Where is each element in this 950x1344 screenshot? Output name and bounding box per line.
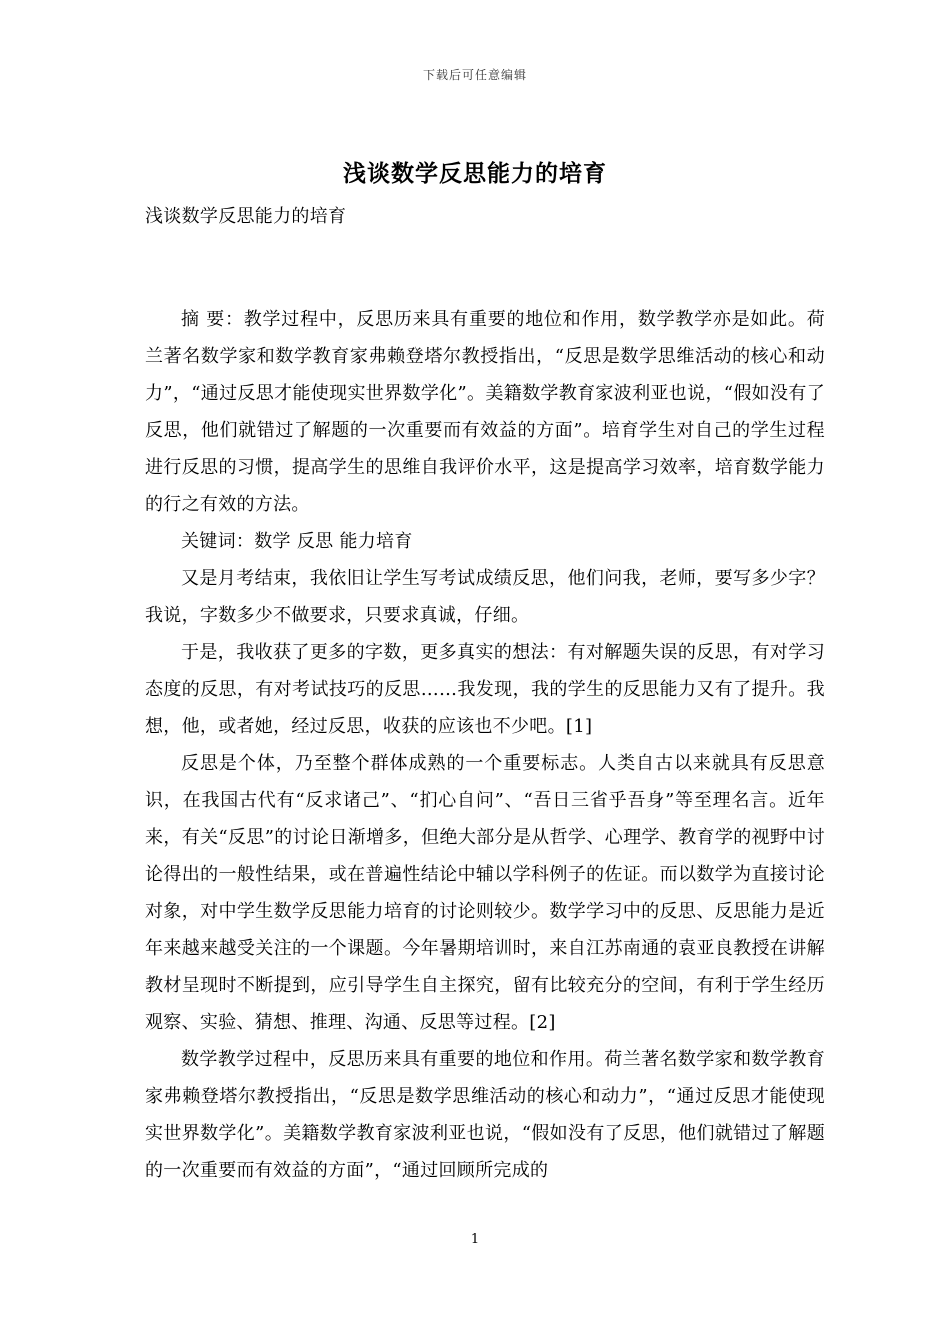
document-subtitle: 浅谈数学反思能力的培育 <box>145 206 347 227</box>
document-body <box>145 198 825 1189</box>
document-title: 浅谈数学反思能力的培育 <box>343 160 607 187</box>
body-paragraph: 又是月考结束，我依旧让学生写考试成绩反思，他们问我，老师，要写多少字？我说，字数多少不做要求，只要求真诚，仔细。 <box>145 568 825 626</box>
page-number: 1 <box>470 1232 480 1247</box>
abstract-paragraph: 摘 要：教学过程中，反思历来具有重要的地位和作用，数学教学亦是如此。荷兰著名数学家和数学教育家弗赖登塔尔教授指出，“反思是数学思维活动的核心和动力”，“通过反思才能使现实世界数学化”。美籍数学教育家波利亚也说，“假如没有了反思，他们就错过了解题的一次重要而有效益的方面”。培育学生对自己的学生过程进行反思的习惯，提高学生的思维自我评价水平，这是提高学习效率，培育数学能力的行之有效的方法。 <box>145 309 825 515</box>
header-note: 下载后可任意编辑 <box>422 68 527 82</box>
keywords-paragraph: 关键词：数学 反思 能力培育 <box>181 531 413 552</box>
body-paragraph: 数学教学过程中，反思历来具有重要的地位和作用。荷兰著名数学家和数学教育家弗赖登塔尔教授指出，“反思是数学思维活动的核心和动力”，“通过反思才能使现实世界数学化”。美籍数学教育家波利亚也说，“假如没有了反思，他们就错过了解题的一次重要而有效益的方面”，“通过回顾所完成的 <box>145 1049 825 1181</box>
body-paragraph: 于是，我收获了更多的字数，更多真实的想法：有对解题失误的反思，有对学习态度的反思，有对考试技巧的反思……我发现，我的学生的反思能力又有了提升。我想，他，或者她，经过反思，收获的应该也不少吧。[1] <box>145 642 825 737</box>
body-paragraph: 反思是个体，乃至整个群体成熟的一个重要标志。人类自古以来就具有反思意识，在我国古代有“反求诸己”、“扪心自问”、“吾日三省乎吾身”等至理名言。近年来，有关“反思”的讨论日渐增多，但绝大部分是从哲学、心理学、教育学的视野中讨论得出的一般性结果，或在普遍性结论中辅以学科例子的佐证。而以数学为直接讨论对象，对中学生数学反思能力培育的讨论则较少。数学学习中的反思、反思能力是近年来越来越受关注的一个课题。今年暑期培训时，来自江苏南通的袁亚良教授在讲解教材呈现时不断提到，应引导学生自主探究，留有比较充分的空间，有利于学生经历观察、实验、猜想、推理、沟通、反思等过程。[2] <box>145 753 825 1033</box>
blank-line <box>145 235 825 301</box>
